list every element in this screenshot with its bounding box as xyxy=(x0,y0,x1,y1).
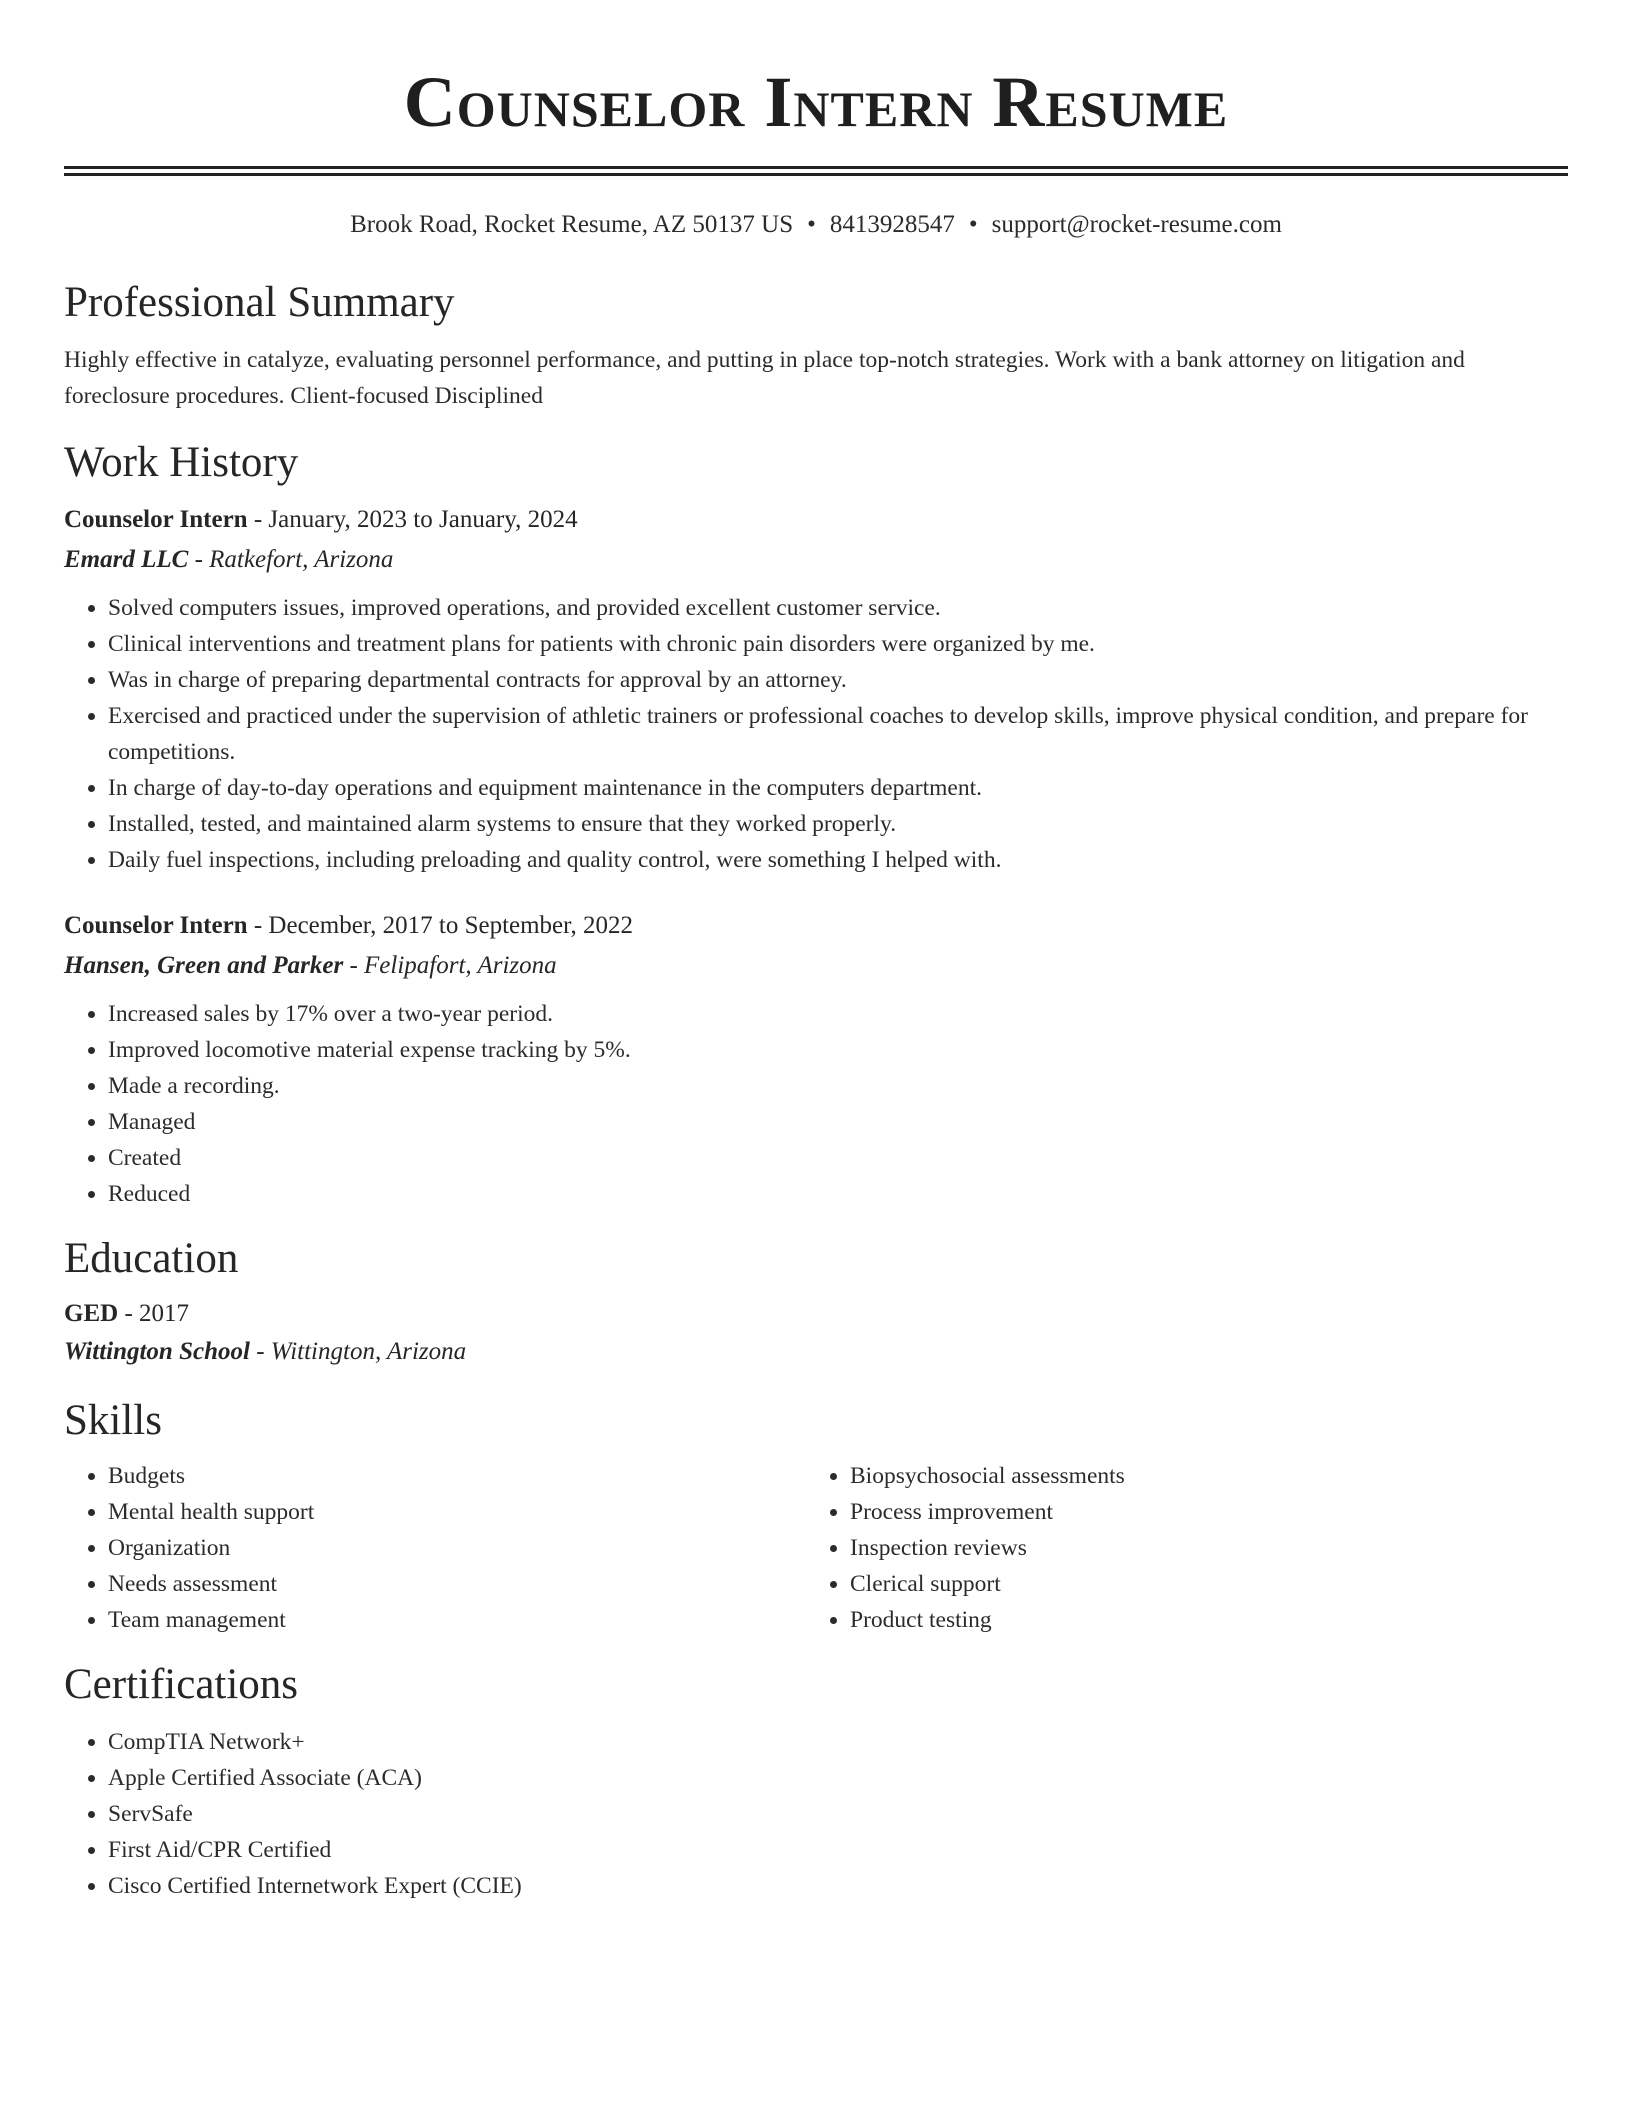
list-item: • Installed, tested, and maintained alarm systems to ensure that they worked properly. xyxy=(108,806,1568,842)
job-company: Emard LLC xyxy=(64,546,189,573)
list-item: • First Aid/CPR Certified xyxy=(108,1832,1568,1868)
job-dates: - January, 2023 to January, 2024 xyxy=(247,506,578,533)
list-item: • Team management xyxy=(108,1602,806,1638)
list-item: • Mental health support xyxy=(108,1494,806,1530)
section-heading-education: Education xyxy=(64,1235,239,1282)
contact-line xyxy=(64,210,1568,240)
list-item: • Biopsychosocial assessments xyxy=(850,1458,1548,1494)
page-title: Counselor Intern Resume xyxy=(403,62,1229,142)
certifications-list xyxy=(64,1724,1568,1904)
job-title-line xyxy=(64,906,1568,946)
list-item: • Solved computers issues, improved operations, and provided excellent customer service. xyxy=(108,590,1568,626)
job-title: Counselor Intern xyxy=(64,506,248,533)
list-item: • Was in charge of preparing departmental contracts for approval by an attorney. xyxy=(108,662,1568,698)
job-entry xyxy=(64,906,1568,1212)
list-item: • Improved locomotive material expense tracking by 5%. xyxy=(108,1032,1568,1068)
education-degree-line xyxy=(64,1294,1568,1334)
education-location: - Wittington, Arizona xyxy=(249,1338,467,1365)
list-item: • Product testing xyxy=(850,1602,1548,1638)
list-item: • Exercised and practiced under the supervision of athletic trainers or professional coaches to develop skills, improve physical condition, and prepare for competitions. xyxy=(108,698,1568,770)
job-title-line xyxy=(64,500,1568,540)
skills-columns xyxy=(64,1458,1568,1638)
section-heading-skills: Skills xyxy=(64,1397,162,1444)
list-item: • Managed xyxy=(108,1104,1568,1140)
section-heading-certifications: Certifications xyxy=(64,1661,299,1708)
list-item: • Apple Certified Associate (ACA) xyxy=(108,1760,1568,1796)
list-item: • Daily fuel inspections, including preloading and quality control, were something I helped with. xyxy=(108,842,1568,878)
list-item: • Clerical support xyxy=(850,1566,1548,1602)
contact-separator: • xyxy=(968,211,978,238)
skills-list-right xyxy=(806,1458,1548,1638)
job-bullets xyxy=(64,590,1568,878)
education-entry xyxy=(64,1294,1568,1370)
summary-text: Highly effective in catalyze, evaluating personnel performance, and putting in place top-notch strategies. Work with a bank attorney on litigation and foreclosure procedures. Client-focused Disciplined xyxy=(64,347,1465,409)
list-item: • Process improvement xyxy=(850,1494,1548,1530)
list-item: • Cisco Certified Internetwork Expert (CCIE) xyxy=(108,1868,1568,1904)
job-entry xyxy=(64,500,1568,878)
list-item: • Increased sales by 17% over a two-year period. xyxy=(108,996,1568,1032)
list-item: • Created xyxy=(108,1140,1568,1176)
title-double-rule xyxy=(64,166,1568,176)
contact-email: support@rocket-resume.com xyxy=(991,211,1282,238)
list-item: • Reduced xyxy=(108,1176,1568,1212)
list-item: • Needs assessment xyxy=(108,1566,806,1602)
job-dates: - December, 2017 to September, 2022 xyxy=(247,912,633,939)
job-company-line xyxy=(64,540,1568,580)
section-heading-work-history: Work History xyxy=(64,439,299,486)
contact-address: Brook Road, Rocket Resume, AZ 50137 US xyxy=(350,211,794,238)
list-item: • Inspection reviews xyxy=(850,1530,1548,1566)
list-item: • In charge of day-to-day operations and equipment maintenance in the computers department. xyxy=(108,770,1568,806)
education-year: - 2017 xyxy=(118,1300,190,1327)
job-location: - Ratkefort, Arizona xyxy=(188,546,394,573)
education-school: Wittington School xyxy=(64,1338,250,1365)
skills-column-left xyxy=(64,1458,806,1638)
list-item: • ServSafe xyxy=(108,1796,1568,1832)
job-company-line xyxy=(64,946,1568,986)
section-heading-summary: Professional Summary xyxy=(64,279,455,326)
education-degree: GED xyxy=(64,1300,119,1327)
job-bullets xyxy=(64,996,1568,1212)
skills-list-left xyxy=(64,1458,806,1638)
list-item: • Made a recording. xyxy=(108,1068,1568,1104)
contact-phone: 8413928547 xyxy=(829,211,955,238)
list-item: • CompTIA Network+ xyxy=(108,1724,1568,1760)
list-item: • Clinical interventions and treatment plans for patients with chronic pain disorders were organized by me. xyxy=(108,626,1568,662)
list-item: • Organization xyxy=(108,1530,806,1566)
contact-separator: • xyxy=(807,211,816,238)
list-item: • Budgets xyxy=(108,1458,806,1494)
job-title: Counselor Intern xyxy=(64,912,248,939)
job-location: - Felipafort, Arizona xyxy=(343,952,557,979)
education-school-line xyxy=(64,1334,1568,1370)
skills-column-right xyxy=(806,1458,1548,1638)
job-company: Hansen, Green and Parker xyxy=(64,952,344,979)
